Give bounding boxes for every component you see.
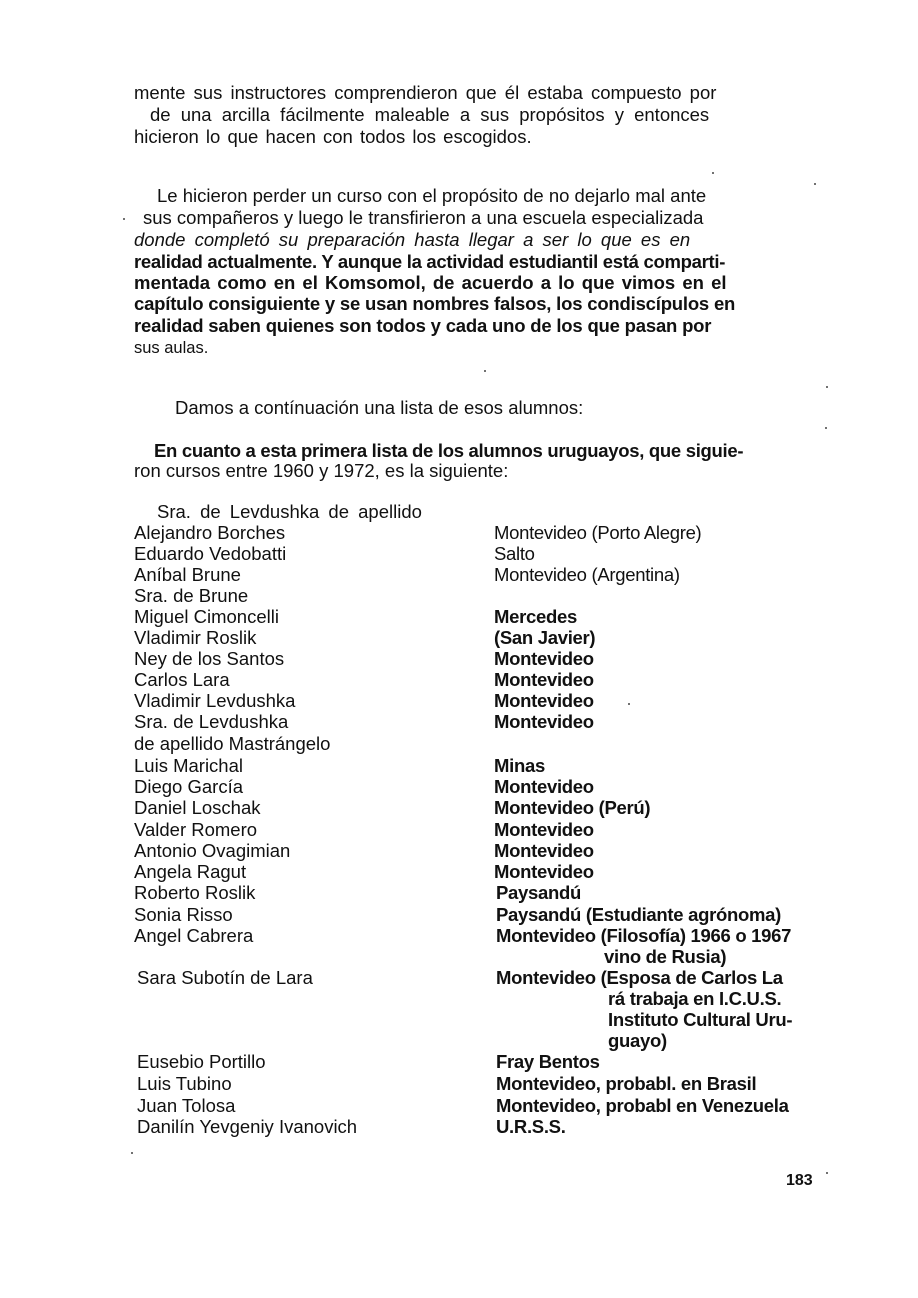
paragraph-2-line-4: realidad actualmente. Y aunque la actividad estudiantil está comparti- (134, 251, 726, 272)
student-name: Danilín Yevgeniy Ivanovich (137, 1116, 358, 1137)
student-place: vino de Rusia) (604, 946, 727, 967)
student-name: Eusebio Portillo (137, 1051, 266, 1072)
paragraph-2-line-5: mentada como en el Komsomol, de acuerdo a lo que vimos en el (134, 272, 727, 293)
student-place: Montevideo (494, 648, 594, 669)
student-place: rá trabaja en I.C.U.S. (608, 988, 782, 1009)
student-name: Sra. de Brune (134, 585, 249, 606)
student-name: Daniel Loschak (134, 797, 261, 818)
student-name: Eduardo Vedobatti (134, 543, 287, 564)
paragraph-1-line-1: mente sus instructores comprendieron que él estaba compuesto por (134, 82, 717, 103)
scan-speck (131, 1152, 133, 1154)
student-place: Montevideo (494, 776, 594, 797)
student-name: Sonia Risso (134, 904, 233, 925)
paragraph-2-line-8: sus aulas. (134, 339, 209, 357)
student-place: Mercedes (494, 606, 577, 627)
student-place: U.R.S.S. (496, 1116, 566, 1137)
scan-speck (123, 218, 125, 220)
student-place: Montevideo (494, 819, 594, 840)
student-name: Juan Tolosa (137, 1095, 236, 1116)
paragraph-2-line-3: donde completó su preparación hasta llegar a ser lo que es en (134, 229, 691, 250)
student-name: Vladimir Roslik (134, 627, 257, 648)
student-name: Luis Marichal (134, 755, 243, 776)
paragraph-2-line-6: capítulo consiguiente y se usan nombres falsos, los condiscípulos en (134, 293, 736, 314)
student-place: (San Javier) (494, 627, 596, 648)
student-name: Roberto Roslik (134, 882, 256, 903)
student-name: Miguel Cimoncelli (134, 606, 279, 627)
student-place: Montevideo (494, 861, 594, 882)
student-name: Carlos Lara (134, 669, 230, 690)
student-name: Ney de los Santos (134, 648, 285, 669)
student-place: Paysandú (Estudiante agrónoma) (496, 904, 781, 925)
student-place: guayo) (608, 1030, 667, 1051)
student-place: Montevideo (494, 669, 594, 690)
page-number: 183 (786, 1172, 813, 1189)
student-name: Sra. de Levdushka (134, 711, 289, 732)
paragraph-4-line-1: En cuanto a esta primera lista de los alumnos uruguayos, que siguie- (154, 440, 744, 461)
student-name: Sara Subotín de Lara (137, 967, 313, 988)
scan-speck (825, 427, 827, 429)
list-intro-line: Damos a contínuación una lista de esos alumnos: (175, 397, 584, 418)
scan-speck (628, 703, 630, 705)
student-name: Luis Tubino (137, 1073, 232, 1094)
student-place: Paysandú (496, 882, 581, 903)
student-place: Montevideo (Filosofía) 1966 o 1967 (496, 925, 792, 946)
scan-speck (826, 1172, 828, 1174)
student-place: Montevideo (Porto Alegre) (494, 522, 702, 543)
student-place: Montevideo (494, 711, 594, 732)
student-place: Montevideo (Argentina) (494, 564, 680, 585)
paragraph-1-line-3: hicieron lo que hacen con todos los escogidos. (134, 126, 532, 147)
student-place: Montevideo (Perú) (494, 797, 651, 818)
paragraph-2-line-2: sus compañeros y luego le transfirieron a una escuela especializada (143, 207, 704, 228)
student-name: Diego García (134, 776, 243, 797)
student-place: Salto (494, 543, 535, 564)
student-place: Montevideo (494, 840, 594, 861)
student-place: Montevideo, probabl. en Brasil (496, 1073, 757, 1094)
scan-speck (814, 183, 816, 185)
paragraph-2-line-1: Le hicieron perder un curso con el propósito de no dejarlo mal ante (157, 185, 707, 206)
student-name: Aníbal Brune (134, 564, 241, 585)
student-name: Valder Romero (134, 819, 258, 840)
student-name: Antonio Ovagimian (134, 840, 291, 861)
student-name: Alejandro Borches (134, 522, 286, 543)
student-name: de apellido Mastrángelo (134, 733, 331, 754)
scan-speck (826, 386, 828, 388)
student-place: Montevideo, probabl en Venezuela (496, 1095, 789, 1116)
scan-speck (712, 172, 714, 174)
student-place: Minas (494, 755, 545, 776)
scan-speck (484, 370, 486, 372)
student-name: Angel Cabrera (134, 925, 254, 946)
paragraph-1-line-2: de una arcilla fácilmente maleable a sus propósitos y entonces (150, 104, 710, 125)
student-place: Montevideo (Esposa de Carlos La (496, 967, 783, 988)
paragraph-4-line-2: ron cursos entre 1960 y 1972, es la siguiente: (134, 460, 509, 481)
student-place: Instituto Cultural Uru- (608, 1009, 793, 1030)
student-name: Vladimir Levdushka (134, 690, 296, 711)
student-name: Sra. de Levdushka de apellido (157, 501, 422, 522)
student-place: Fray Bentos (496, 1051, 600, 1072)
student-place: Montevideo (494, 690, 594, 711)
student-name: Angela Ragut (134, 861, 247, 882)
paragraph-2-line-7: realidad saben quienes son todos y cada uno de los que pasan por (134, 315, 712, 336)
